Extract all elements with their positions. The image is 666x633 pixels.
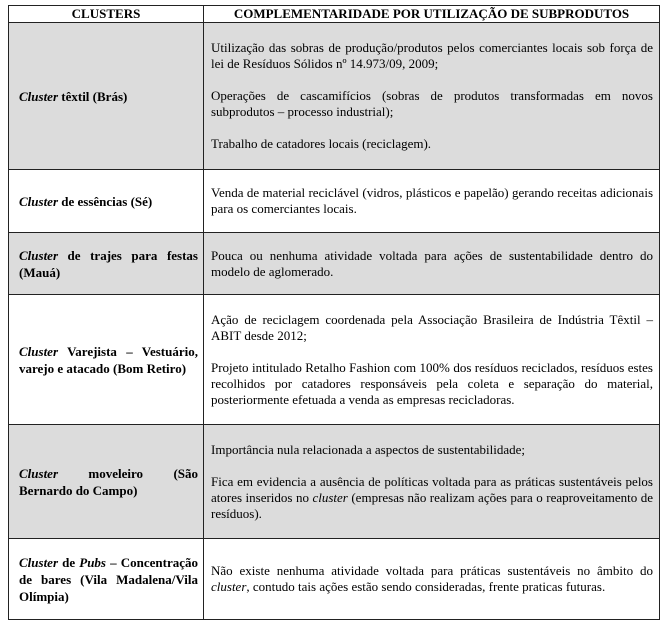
cluster-name: Cluster de essências (Sé) bbox=[9, 170, 204, 233]
table-row bbox=[9, 539, 660, 620]
cluster-description: Utilização das sobras de produção/produtos pelos comerciantes locais sob força de lei de Resíduos Sólidos nº 14.973/09, 2009; Operações de cascamifícios (sobras de produtos transformadas em novos subprodutos – processo industrial); Trabalho de catadores locais (reciclagem). bbox=[204, 23, 660, 170]
header-complementaridade: COMPLEMENTARIDADE POR UTILIZAÇÃO DE SUBPRODUTOS bbox=[204, 6, 660, 23]
table-row bbox=[9, 170, 660, 233]
clusters-table bbox=[8, 5, 660, 620]
cluster-description: Não existe nenhuma atividade voltada para práticas sustentáveis no âmbito do cluster, contudo tais ações estão sendo consideradas, frente praticas futuras. bbox=[204, 539, 660, 620]
cluster-name: Cluster de trajes para festas (Mauá) bbox=[9, 233, 204, 295]
cluster-description: Importância nula relacionada a aspectos de sustentabilidade; Fica em evidencia a ausência de políticas voltada para as práticas sustentáveis pelos atores inseridos no cluster (empresas não realizam ações para o reaproveitamento de resíduos). bbox=[204, 425, 660, 539]
cluster-name: Cluster moveleiro (São Bernardo do Campo) bbox=[9, 425, 204, 539]
cluster-description: Ação de reciclagem coordenada pela Associação Brasileira de Indústria Têxtil – ABIT desde 2012; Projeto intitulado Retalho Fashion com 100% dos resíduos reciclados, resíduos estes recolhidos por catadores responsáveis pela coleta e separação do material, posteriormente efetuada a venda as empresas recicladoras. bbox=[204, 295, 660, 425]
table-header-row bbox=[9, 6, 660, 23]
cluster-name: Cluster Varejista – Vestuário, varejo e atacado (Bom Retiro) bbox=[9, 295, 204, 425]
table-row bbox=[9, 425, 660, 539]
table-row bbox=[9, 295, 660, 425]
table-row bbox=[9, 23, 660, 170]
table-row bbox=[9, 233, 660, 295]
cluster-name: Cluster têxtil (Brás) bbox=[9, 23, 204, 170]
cluster-description: Pouca ou nenhuma atividade voltada para ações de sustentabilidade dentro do modelo de aglomerado. bbox=[204, 233, 660, 295]
cluster-name: Cluster de Pubs – Concentração de bares (Vila Madalena/Vila Olímpia) bbox=[9, 539, 204, 620]
header-clusters: CLUSTERS bbox=[9, 6, 204, 23]
cluster-description: Venda de material reciclável (vidros, plásticos e papelão) gerando receitas adicionais para os comerciantes locais. bbox=[204, 170, 660, 233]
